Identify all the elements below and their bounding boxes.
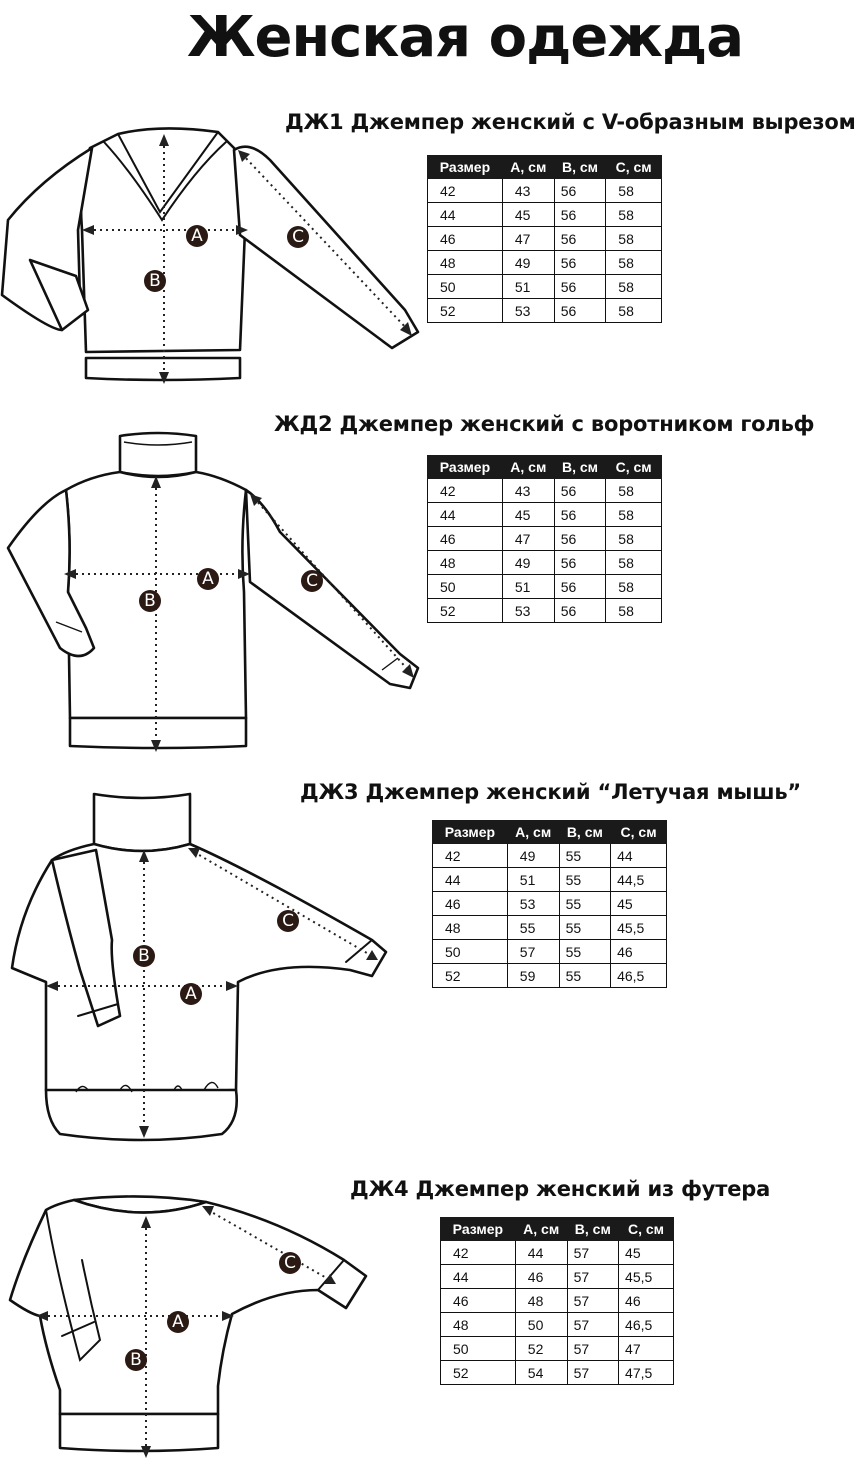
cell: 46 — [441, 1289, 516, 1313]
cell: 46 — [428, 527, 503, 551]
cell: 56 — [554, 251, 606, 275]
cell: 46,5 — [611, 964, 667, 988]
table-row — [433, 964, 667, 988]
table-row — [428, 503, 662, 527]
header-size: Размер — [441, 1218, 516, 1241]
cell: 45 — [619, 1241, 674, 1265]
cell: 45,5 — [611, 916, 667, 940]
cell: 49 — [502, 251, 554, 275]
badge-c: C — [292, 227, 304, 247]
cell: 57 — [507, 940, 559, 964]
cell: 53 — [502, 299, 554, 323]
cell: 56 — [554, 275, 606, 299]
size-table — [432, 820, 667, 988]
cell: 44 — [433, 868, 508, 892]
badge-c: C — [282, 911, 294, 931]
cell: 49 — [507, 844, 559, 868]
batwing-jumper-illustration — [0, 790, 430, 1150]
cell: 48 — [441, 1313, 516, 1337]
header-a: А, см — [502, 156, 554, 179]
table-row — [441, 1241, 674, 1265]
cell: 48 — [428, 551, 503, 575]
cell: 51 — [502, 575, 554, 599]
table-row — [441, 1289, 674, 1313]
badge-a: A — [185, 984, 197, 1004]
cell: 57 — [567, 1313, 618, 1337]
cell: 45,5 — [619, 1265, 674, 1289]
table-row — [428, 551, 662, 575]
cell: 44 — [441, 1265, 516, 1289]
cell: 56 — [554, 599, 606, 623]
header-b: В, см — [554, 156, 606, 179]
cell: 47 — [502, 227, 554, 251]
size-table — [427, 155, 662, 323]
table-row — [428, 479, 662, 503]
cell: 44,5 — [611, 868, 667, 892]
cell: 55 — [507, 916, 559, 940]
cell: 46,5 — [619, 1313, 674, 1337]
header-size: Размер — [433, 821, 508, 844]
cell: 58 — [606, 275, 662, 299]
badge-b: B — [130, 1350, 142, 1370]
cell: 52 — [441, 1361, 516, 1385]
cell: 50 — [433, 940, 508, 964]
header-b: В, см — [559, 821, 611, 844]
header-a: А, см — [502, 456, 554, 479]
cell: 58 — [606, 599, 662, 623]
header-c: С, см — [611, 821, 667, 844]
table-row — [428, 251, 662, 275]
cell: 44 — [428, 503, 503, 527]
cell: 52 — [428, 299, 503, 323]
cell: 50 — [428, 275, 503, 299]
cell: 56 — [554, 503, 606, 527]
table-row — [433, 916, 667, 940]
table-row — [441, 1361, 674, 1385]
cell: 55 — [559, 844, 611, 868]
cell: 44 — [611, 844, 667, 868]
table-row — [441, 1313, 674, 1337]
cell: 47 — [619, 1337, 674, 1361]
page-title: Женская одежда — [186, 5, 744, 70]
cell: 55 — [559, 892, 611, 916]
cell: 42 — [428, 479, 503, 503]
badge-a: A — [202, 569, 214, 589]
cell: 49 — [502, 551, 554, 575]
cell: 56 — [554, 551, 606, 575]
cell: 52 — [515, 1337, 567, 1361]
cell: 45 — [502, 203, 554, 227]
cell: 55 — [559, 916, 611, 940]
cell: 57 — [567, 1337, 618, 1361]
cell: 48 — [515, 1289, 567, 1313]
table-row — [428, 203, 662, 227]
cell: 47,5 — [619, 1361, 674, 1385]
header-a: А, см — [515, 1218, 567, 1241]
cell: 50 — [441, 1337, 516, 1361]
header-c: С, см — [606, 156, 662, 179]
section-title: ДЖ4 Джемпер женский из футера — [350, 1177, 771, 1201]
cell: 46 — [428, 227, 503, 251]
header-a: А, см — [507, 821, 559, 844]
cell: 59 — [507, 964, 559, 988]
table-row — [433, 892, 667, 916]
cell: 46 — [619, 1289, 674, 1313]
cell: 42 — [428, 179, 503, 203]
table-row — [428, 575, 662, 599]
cell: 44 — [515, 1241, 567, 1265]
cell: 57 — [567, 1361, 618, 1385]
cell: 58 — [606, 575, 662, 599]
section-title: ЖД2 Джемпер женский с воротником гольф — [274, 412, 815, 436]
cell: 58 — [606, 503, 662, 527]
table-row — [428, 599, 662, 623]
table-row — [428, 299, 662, 323]
cell: 52 — [433, 964, 508, 988]
cell: 53 — [502, 599, 554, 623]
cell: 55 — [559, 940, 611, 964]
cell: 58 — [606, 203, 662, 227]
cell: 56 — [554, 203, 606, 227]
cell: 56 — [554, 575, 606, 599]
v-neck-jumper-illustration — [0, 120, 430, 400]
table-row — [433, 868, 667, 892]
cell: 58 — [606, 479, 662, 503]
header-c: С, см — [606, 456, 662, 479]
badge-b: B — [149, 271, 161, 291]
cell: 57 — [567, 1265, 618, 1289]
cell: 58 — [606, 299, 662, 323]
cell: 43 — [502, 179, 554, 203]
section-title: ДЖ1 Джемпер женский с V-образным вырезом — [285, 110, 856, 134]
cell: 52 — [428, 599, 503, 623]
table-row — [428, 527, 662, 551]
cell: 58 — [606, 227, 662, 251]
cell: 51 — [507, 868, 559, 892]
badge-c: C — [284, 1253, 296, 1273]
cell: 50 — [428, 575, 503, 599]
cell: 42 — [441, 1241, 516, 1265]
table-row — [428, 275, 662, 299]
header-size: Размер — [428, 456, 503, 479]
cell: 57 — [567, 1289, 618, 1313]
cell: 44 — [428, 203, 503, 227]
fleece-jumper-illustration — [0, 1190, 430, 1464]
badge-c: C — [306, 571, 318, 591]
cell: 45 — [502, 503, 554, 527]
cell: 55 — [559, 964, 611, 988]
header-b: В, см — [567, 1218, 618, 1241]
cell: 48 — [433, 916, 508, 940]
cell: 51 — [502, 275, 554, 299]
cell: 57 — [567, 1241, 618, 1265]
cell: 58 — [606, 179, 662, 203]
cell: 56 — [554, 179, 606, 203]
cell: 54 — [515, 1361, 567, 1385]
cell: 56 — [554, 227, 606, 251]
cell: 45 — [611, 892, 667, 916]
cell: 50 — [515, 1313, 567, 1337]
cell: 46 — [515, 1265, 567, 1289]
turtleneck-jumper-illustration — [0, 432, 430, 762]
badge-a: A — [172, 1312, 184, 1332]
cell: 56 — [554, 479, 606, 503]
table-row — [428, 179, 662, 203]
cell: 55 — [559, 868, 611, 892]
cell: 58 — [606, 551, 662, 575]
cell: 56 — [554, 299, 606, 323]
cell: 58 — [606, 251, 662, 275]
table-row — [441, 1337, 674, 1361]
cell: 47 — [502, 527, 554, 551]
cell: 48 — [428, 251, 503, 275]
header-b: В, см — [554, 456, 606, 479]
size-table — [427, 455, 662, 623]
table-row — [433, 844, 667, 868]
table-row — [433, 940, 667, 964]
size-table — [440, 1217, 674, 1385]
table-row — [441, 1265, 674, 1289]
section-title: ДЖ3 Джемпер женский “Летучая мышь” — [300, 780, 801, 804]
cell: 46 — [433, 892, 508, 916]
badge-b: B — [138, 946, 150, 966]
header-size: Размер — [428, 156, 503, 179]
table-row — [428, 227, 662, 251]
cell: 42 — [433, 844, 508, 868]
cell: 58 — [606, 527, 662, 551]
badge-b: B — [144, 591, 156, 611]
cell: 43 — [502, 479, 554, 503]
badge-a: A — [191, 226, 203, 246]
cell: 53 — [507, 892, 559, 916]
cell: 56 — [554, 527, 606, 551]
cell: 46 — [611, 940, 667, 964]
header-c: С, см — [619, 1218, 674, 1241]
